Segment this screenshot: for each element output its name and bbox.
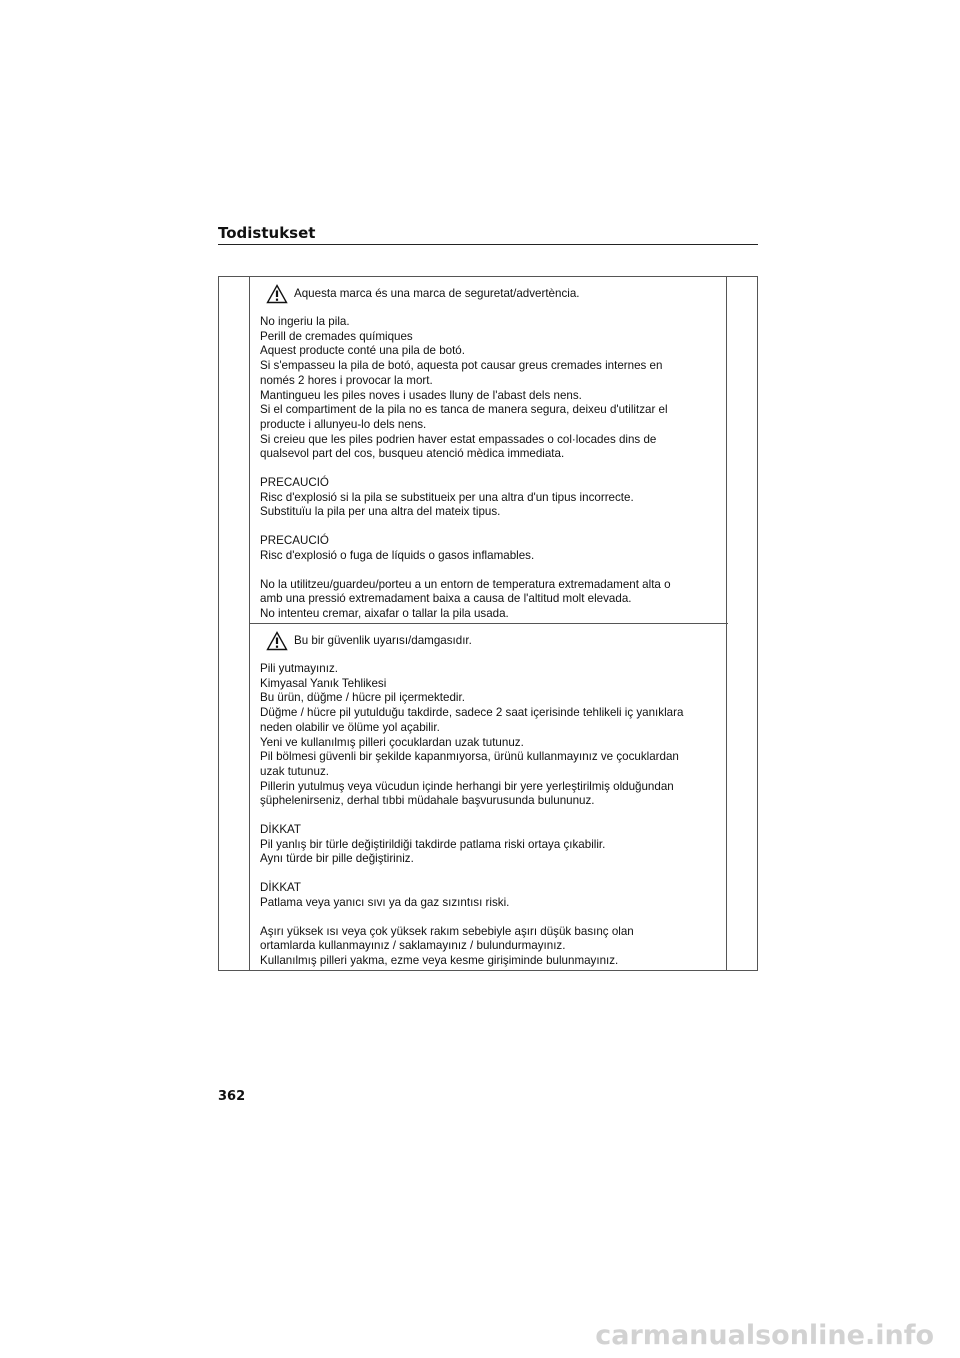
text-line: Düğme / hücre pil yutulduğu takdirde, sadece 2 saat içerisinde tehlikeli iç yanıklara [260,706,684,720]
warning-triangle-icon [266,284,288,304]
text-line: Risc d'explosió si la pila se substitueix per una altra d'un tipus incorrecte. [260,490,634,504]
table-left-column [219,277,250,970]
text-line: Kimyasal Yanık Tehlikesi [260,676,387,690]
text-line: Risc d'explosió o fuga de líquids o gasos inflamables. [260,548,535,562]
text-line: Yeni ve kullanılmış pilleri çocuklardan uzak tutunuz. [260,735,524,749]
text-line: Pili yutmayınız. [260,662,338,675]
text-line: qualsevol part del cos, busqueu atenció mèdica immediata. [260,447,565,461]
text-line: ortamlarda kullanmayınız / saklamayınız / bulundurmayınız. [260,939,566,953]
text-line: Aynı türde bir pille değiştiriniz. [260,852,414,866]
text-line: Patlama veya yanıcı sıvı ya da gaz sızıntısı riski. [260,895,510,909]
paragraph-group [260,315,718,622]
text-line: DİKKAT [260,823,302,837]
text-line: DİKKAT [260,881,302,895]
text-line: Mantingueu les piles noves i usades lluny de l'abast dels nens. [260,388,582,402]
warning-panel-catalan [250,277,728,624]
page-header-title: Todistukset [218,224,316,242]
text-line: Pil yanlış bir türle değiştirildiği takdirde patlama riski ortaya çıkabilir. [260,837,606,851]
text-line: Si creieu que les piles podrien haver estat empassades o col·locades dins de [260,432,657,446]
paragraph [260,534,718,563]
text-line: Kullanılmış pilleri yakma, ezme veya kesme girişiminde bulunmayınız. [260,953,619,967]
paragraph [260,578,718,622]
table-right-column [726,277,757,970]
text-line: şüphelenirseniz, derhal tıbbi müdahale başvurusunda bulununuz. [260,794,595,808]
warning-heading [260,284,718,304]
text-line: Si s'empasseu la pila de botó, aquesta pot causar greus cremades internes en [260,359,663,373]
text-line: Bu ürün, düğme / hücre pil içermektedir. [260,691,465,705]
text-line: Substituïu la pila per una altra del mateix tipus. [260,505,501,519]
paragraph [260,925,718,969]
text-line: Perill de cremades químiques [260,329,413,343]
warning-heading [260,631,718,651]
text-line: Aşırı yüksek ısı veya çok yüksek rakım sebebiyle aşırı düşük basınç olan [260,924,634,938]
text-line: PRECAUCIÓ [260,476,329,490]
text-line: Pil bölmesi güvenli bir şekilde kapanmıyorsa, ürünü kullanmayınız ve çocuklardan [260,750,679,764]
text-line: PRECAUCIÓ [260,534,329,548]
text-line: No ingeriu la pila. [260,315,350,328]
warning-triangle-icon [266,631,288,651]
watermark-text: carmanualsonline.info [595,1320,934,1351]
text-line: neden olabilir ve ölüme yol açabilir. [260,720,440,734]
paragraph [260,662,718,809]
paragraph [260,315,718,462]
text-line: amb una pressió extremadament baixa a causa de l'altitud molt elevada. [260,592,632,606]
warning-panel-turkish [250,624,728,970]
text-line: No la utilitzeu/guardeu/porteu a un entorn de temperatura extremadament alta o [260,577,671,591]
page-number: 362 [218,1089,246,1104]
text-line: No intenteu cremar, aixafar o tallar la pila usada. [260,606,509,620]
paragraph [260,823,718,867]
text-line: Pillerin yutulmuş veya vücudun içinde herhangi bir yere yerleştirilmiş olduğundan [260,779,674,793]
paragraph [260,476,718,520]
text-line: producte i allunyeu-lo dels nens. [260,417,427,431]
text-line: uzak tutunuz. [260,764,329,778]
warning-heading-text: Bu bir güvenlik uyarısı/damgasıdır. [294,633,472,647]
text-line: Aquest producte conté una pila de botó. [260,344,465,358]
warning-table [218,276,758,971]
warning-heading-text: Aquesta marca és una marca de seguretat/advertència. [294,286,580,300]
paragraph-group [260,662,718,969]
header-divider [218,244,758,245]
text-line: Si el compartiment de la pila no es tanca de manera segura, deixeu d'utilitzar el [260,403,668,417]
text-line: només 2 hores i provocar la mort. [260,373,433,387]
paragraph [260,881,718,910]
